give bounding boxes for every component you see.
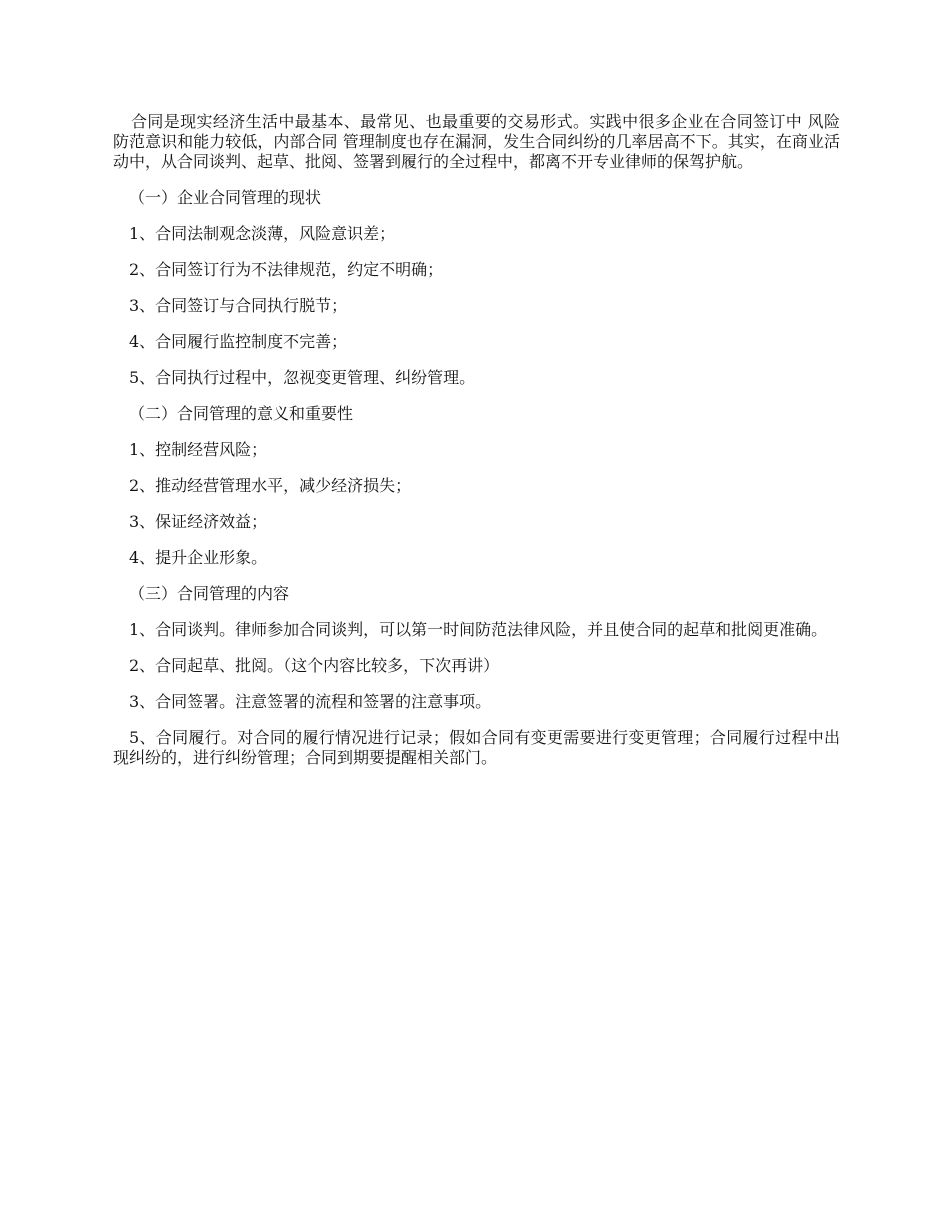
list-item: 3、保证经济效益；: [129, 512, 268, 531]
list-item: 1、合同谈判。律师参加合同谈判，可以第一时间防范法律风险，并且使合同的起草和批阅更准确。: [129, 620, 828, 639]
document-body: [113, 112, 840, 784]
list-item: 3、合同签署。注意签署的流程和签署的注意事项。: [129, 692, 492, 711]
section-heading-importance: （二）合同管理的意义和重要性: [129, 404, 354, 423]
list-item: 2、推动经营管理水平，减少经济损失；: [129, 476, 412, 495]
list-item: 1、合同法制观念淡薄，风险意识差；: [129, 224, 396, 243]
section-heading-content: （三）合同管理的内容: [129, 584, 290, 603]
list-item: 4、提升企业形象。: [129, 548, 268, 567]
intro-paragraph: 合同是现实经济生活中最基本、最常见、也最重要的交易形式。实践中很多企业在合同签订中 风险防范意识和能力较低，内部合同 管理制度也存在漏洞，发生合同纠纷的几率居高不下。其实，在商业活动中，从合同谈判、起草、批阅、签署到履行的全过程中，都离不开专业律师的保驾护航。: [113, 112, 840, 171]
list-item: 3、合同签订与合同执行脱节；: [129, 296, 348, 315]
list-item: 5、合同履行。对合同的履行情况进行记录；假如合同有变更需要进行变更管理；合同履行过程中出现纠纷的，进行纠纷管理；合同到期要提醒相关部门。: [113, 728, 840, 767]
list-item: 2、合同签订行为不法律规范，约定不明确；: [129, 260, 444, 279]
list-item: 2、合同起草、批阅。（这个内容比较多，下次再讲）: [129, 656, 500, 675]
list-item: 1、控制经营风险；: [129, 440, 268, 459]
section-heading-status: （一）企业合同管理的现状: [129, 188, 322, 207]
list-item: 5、合同执行过程中，忽视变更管理、纠纷管理。: [129, 368, 476, 387]
list-item: 4、合同履行监控制度不完善；: [129, 332, 348, 351]
